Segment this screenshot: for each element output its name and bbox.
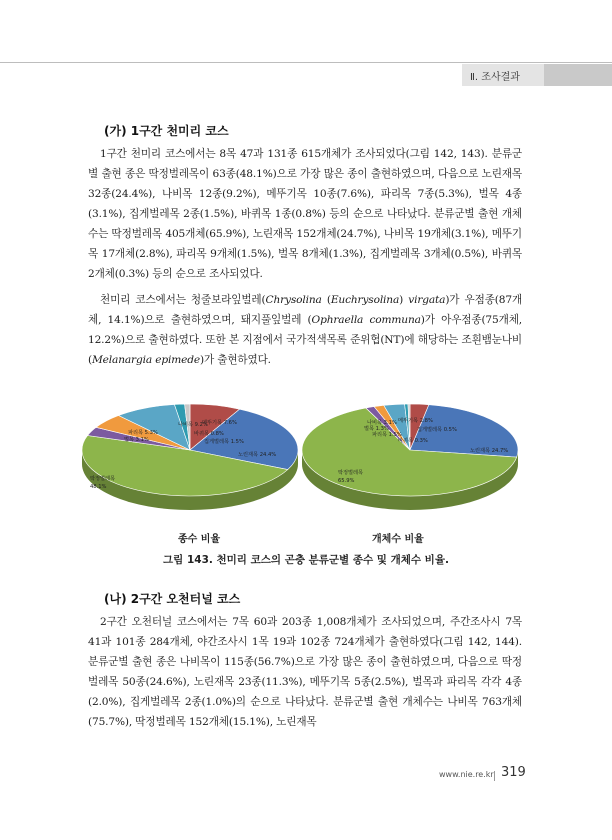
chapter-tab-block [544,64,612,86]
header-rule [0,62,612,63]
pie-label: 나비목 3.1% [367,420,397,426]
pie-label: 파리목 5.3% [128,430,158,436]
pie-label: 노린재목 24.4% [238,452,277,458]
right-pie-caption: 개체수 비율 [372,534,424,545]
pie-label: 집게벌레목 0.5% [417,427,457,433]
species-name: Ophraella communa [311,314,421,326]
p2-text-e: )가 아우점종(75개체, 12.2%)으로 출현하였다. 또한 본 지점에서 국가적색목록 준위협(NT)에 해당하는 조흰뱀눈나비( [88,314,522,366]
p2-text-d: )가 우점종(87개체, 14.1%)으로 출현하였으며, 돼지풀잎벌레 ( [88,294,523,326]
pie-chart-figure [80,396,520,528]
p2-text-c: ) [399,294,409,306]
pie-label: 집게벌레목 1.5% [204,439,244,445]
chapter-label: Ⅱ. 조사결과 [470,71,520,83]
species-name: Euchrysolina [330,294,400,306]
paragraph-1: 1구간 천미리 코스에서는 8목 47과 131종 615개체가 조사되었다(그림 142, 143). 분류군별 출현 종은 딱정벌레목이 63종(48.1%)으로 가장 많은 종이 출현하였으며, 다음으로 노린재목 32종(24.4%), 나비목 12종(9.2%), 메뚜기목 10종(7.6%), 파리목 7종(5.3%), 벌목 4종(3.1%), 집게벌레목 2종(1.5%), 바퀴목 1종(0.8%) 등의 순으로 나타났다. 분류군별 출현 개체수는 딱정벌레목 405개체(65.9%), 노린재목 152개체(24.7%), 나비목 19개체(3.1%), 메뚜기목 17개체(2.8%), 파리목 9개체(1.5%), 벌목 8개체(1.3%), 집게벌레목 3개체(0.5%), 바퀴목 2개체(0.3%) 등의 순으로 조사되었다. [88,148,522,280]
chapter-tab [462,64,612,86]
species-name: virgata [408,294,446,306]
p2-text-a: 천미리 코스에서는 청줄보라잎벌레( [100,294,266,306]
p2-text-b: ( [321,294,331,306]
species-name: Chrysolina [265,294,322,306]
species-name: Melanargia epimede [91,354,200,366]
pie-label: 메뚜기목 2.8% [398,418,433,424]
footer-separator [494,771,495,781]
pie-label: 딱정벌레목 65.9% [338,470,364,484]
pie-label: 딱정벌레목 48.1% [90,476,116,490]
figure-caption: 그림 143. 천미리 코스의 곤충 분류군별 종수 및 개체수 비율. [163,554,449,566]
pie-label: 바퀴목 0.3% [398,438,428,444]
section-title-1: (가) 1구간 천미리 코스 [104,124,229,138]
pie-label: 노린재목 24.7% [470,448,509,454]
paragraph-2 [88,290,522,370]
section-title-2: (나) 2구간 오천터널 코스 [104,592,241,606]
pie-1 [82,404,298,510]
footer-url: www.nie.re.kr [439,770,494,779]
pie-2 [302,404,518,510]
pie-label: 메뚜기목 7.6% [202,420,237,426]
paragraph-3: 2구간 오천터널 코스에서는 7목 60과 203종 1,008개체가 조사되었으며, 주간조사시 7목 41과 101종 284개체, 야간조사시 1목 19과 102종 724개체가 출현하였다(그림 142, 144). 분류군별 출현 종은 나비목이 115종(56.7%)으로 가장 많은 종이 출현하였으며, 다음으로 딱정벌레목 50종(24.6%), 노린재목 23종(11.3%), 메뚜기목 5종(2.5%), 벌목과 파리목 각각 4종(2.0%), 집게벌레목 2종(1.0%)의 순으로 나타났다. 분류군별 출현 개체수는 나비목 763개체(75.7%), 딱정벌레목 152개체(15.1%), 노린재목 [88,616,522,728]
pie-label: 바퀴목 0.8% [194,431,224,437]
left-pie-caption: 종수 비율 [178,534,221,545]
p2-text-f: )가 출현하였다. [199,354,271,366]
page-number: 319 [501,765,526,780]
pie-label: 벌목 1.3% [364,426,389,432]
pie-label: 나비목 9.2% [178,422,208,428]
pie-label: 벌목 3.1% [124,437,149,443]
pie-label: 파리목 1.5% [372,432,402,438]
